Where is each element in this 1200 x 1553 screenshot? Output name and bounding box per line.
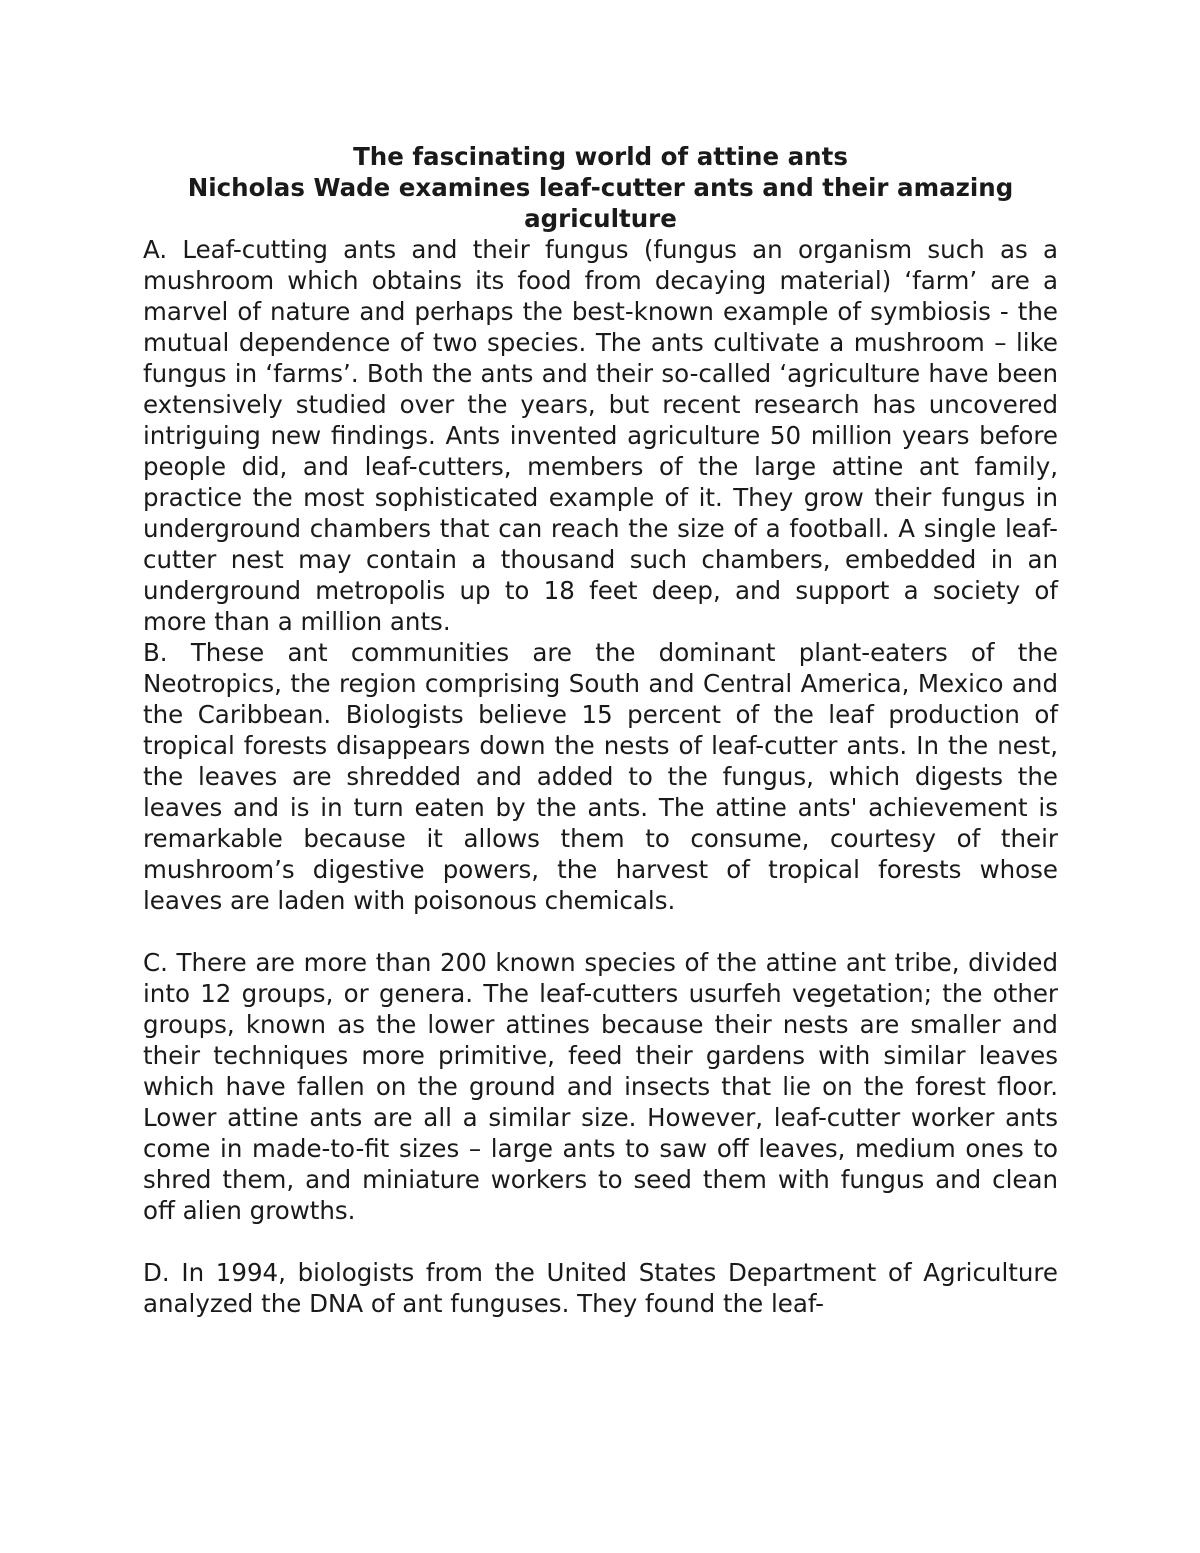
document-page (143, 141, 1058, 1319)
paragraph-gap (143, 916, 1058, 947)
paragraph-c: C. There are more than 200 known species of the attine ant tribe, divided into 12 groups, or genera. The leaf-cutters usurfeh vegetation; the other groups, known as the lower attines because their nests are smaller and their techniques more primitive, feed their gardens with similar leaves which have fallen on the ground and insects that lie on the forest floor. Lower attine ants are all a similar size. However, leaf-cutter worker ants come in made-to-fit sizes – large ants to saw off leaves, medium ones to shred them, and miniature workers to seed them with fungus and clean off alien growths. (143, 948, 1058, 1225)
document-title: The fascinating world of attine ants (353, 142, 848, 171)
paragraph-b: B. These ant communities are the dominant plant-eaters of the Neotropics, the region comprising South and Central America, Mexico and the Caribbean. Biologists believe 15 percent of the leaf production of tropical forests disappears down the nests of leaf-cutter ants. In the nest, the leaves are shredded and added to the fungus, which digests the leaves and is in turn eaten by the ants. The attine ants' achievement is remarkable because it allows them to consume, courtesy of their mushroom’s digestive powers, the harvest of tropical forests whose leaves are laden with poisonous chemicals. (143, 638, 1058, 915)
paragraph-d: D. In 1994, biologists from the United States Department of Agriculture analyzed the DNA of ant funguses. They found the leaf- (143, 1258, 1058, 1318)
paragraph-gap (143, 1226, 1058, 1257)
document-subtitle: Nicholas Wade examines leaf-cutter ants and their amazing agriculture (187, 173, 1014, 233)
paragraph-a: A. Leaf-cutting ants and their fungus (fungus an organism such as a mushroom which obtains its food from decaying material) ‘farm’ are a marvel of nature and perhaps the best-known example of symbiosis - the mutual dependence of two species. The ants cultivate a mushroom – like fungus in ‘farms’. Both the ants and their so-called ‘agriculture have been extensively studied over the years, but recent research has uncovered intriguing new findings. Ants invented agriculture 50 million years before people did, and leaf-cutters, members of the large attine ant family, practice the most sophisticated example of it. They grow their fungus in underground chambers that can reach the size of a football. A single leaf-cutter nest may contain a thousand such chambers, embedded in an underground metropolis up to 18 feet deep, and support a society of more than a million ants. (143, 235, 1058, 636)
